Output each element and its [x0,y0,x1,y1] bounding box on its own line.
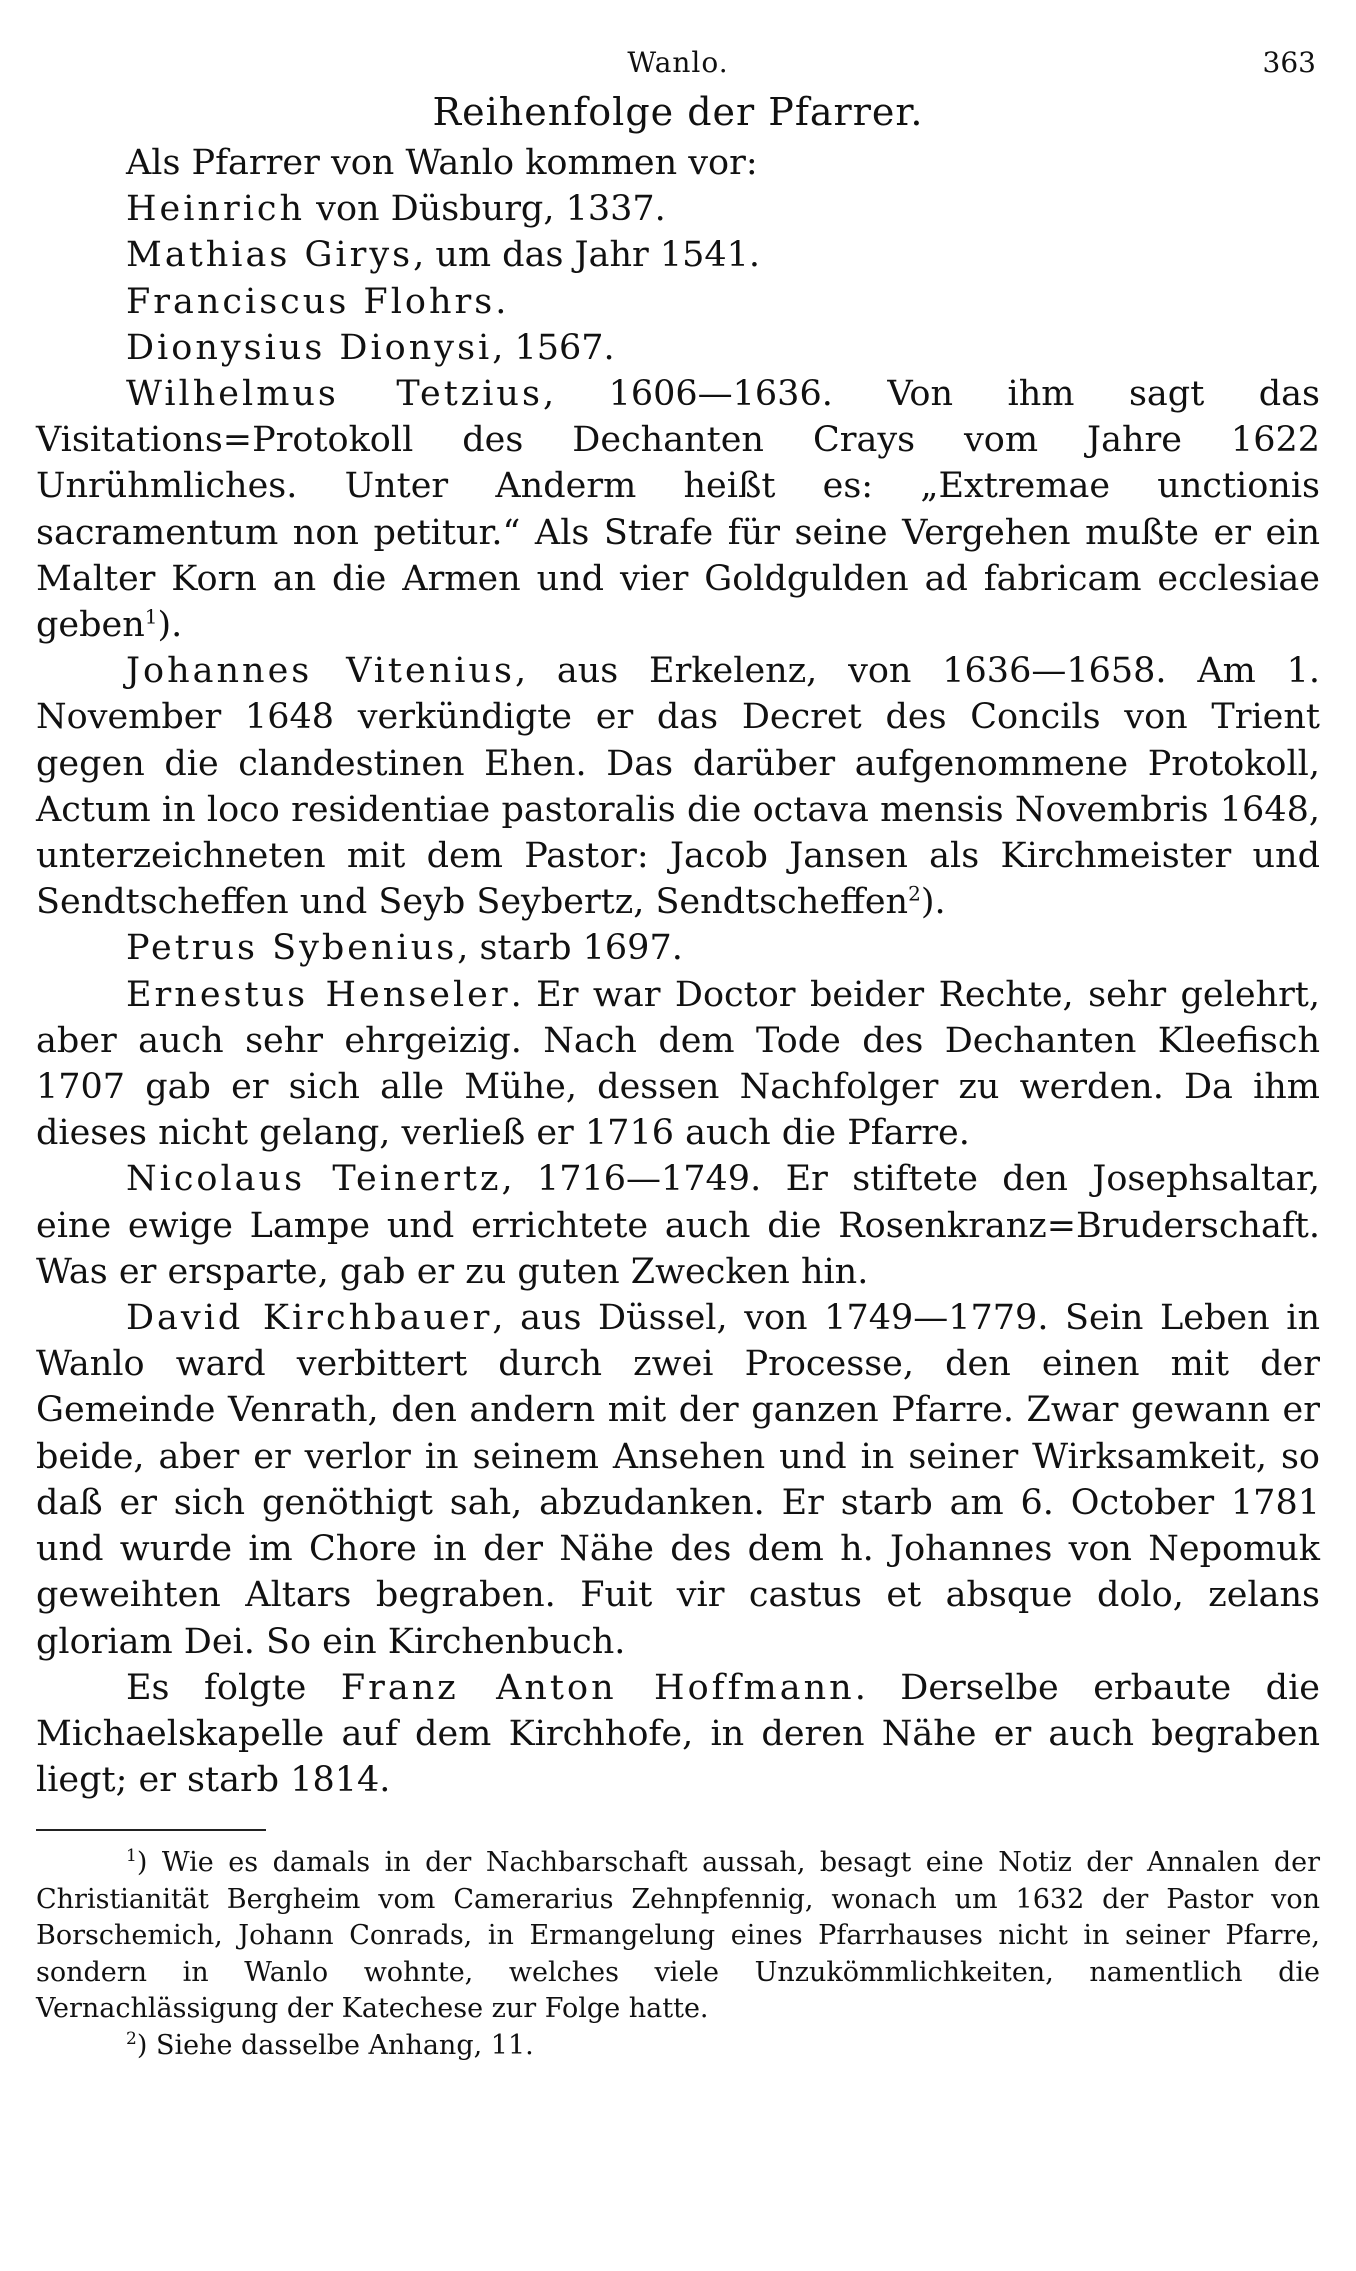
document-page [36,30,1320,2240]
pastor-name: Wilhelmus Tetzius [126,374,543,415]
intro-text: Als Pfarrer von Wanlo kommen vor: [126,143,758,183]
paragraph-sybenius [36,925,1320,971]
paragraph-text: , 1606—1636. Von ihm sagt das Visitations=Protokoll des Dechanten Crays vom Jahre 1622 Unrühmliches. Unter Anderm heißt es: „Extremae unctionis sacramentum non petitur.“ Als Strafe für seine Vergehen mußte er ein Malter Korn an die Armen und vier Goldgulden ad fabricam ecclesiae geben [36,374,1320,646]
paragraph-tetzius [36,371,1320,648]
paragraph-end: ). [157,605,183,646]
paragraph-teinertz [36,1156,1320,1295]
entry-text: , um das Jahr 1541. [413,235,761,276]
paragraph-vitenius [36,648,1320,925]
footnote-2 [36,2028,1320,2065]
entry-dionysi [36,325,1320,371]
entry-flohrs [36,279,1320,325]
entry-text: . [495,281,507,322]
entry-girys [36,232,1320,278]
paragraph-end: ). [920,882,946,923]
paragraph-text: , starb 1697. [457,928,683,969]
entry-text: , 1567. [492,327,615,368]
pastor-name: Franz Anton Hoffmann [340,1667,855,1708]
footnote-text: ) Siehe dasselbe Anhang, 11. [136,2029,534,2061]
body-text [36,140,1320,1803]
paragraph-text: , aus Düssel, von 1749—1779. Sein Leben in Wanlo ward verbittert durch zwei Processe, den einen mit der Gemeinde Venrath, den andern mit der ganzen Pfarre. Zwar gewann er beide, aber er verlor in seinem Ansehen und in seiner Wirksamkeit, so daß er sich genöthigt sah, abzudanken. Er starb am 6. October 1781 und wurde im Chore in der Nähe des dem h. Johannes von Nepomuk geweihten Altars begraben. Fuit vir castus et absque dolo, zelans gloriam Dei. So ein Kirchenbuch. [36,1298,1320,1662]
paragraph-text: . Derselbe erbaute die Michaelskapelle auf dem Kirchhofe, in deren Nähe er auch begraben liegt; er starb 1814. [36,1667,1320,1801]
paragraph-text: . Er war Doctor beider Rechte, sehr gelehrt, aber auch sehr ehrgeizig. Nach dem Tode des Dechanten Kleefisch 1707 gab er sich alle Mühe, dessen Nachfolger zu werden. Da ihm dieses nicht gelang, verließ er 1716 auch die Pfarre. [36,974,1321,1154]
pastor-name: Mathias Girys [126,235,414,276]
footnote-reference: 2 [908,881,921,906]
paragraph-henseler [36,972,1320,1157]
pastor-name: Nicolaus Teinertz [126,1159,502,1200]
footnote-mark: 1 [126,1846,137,1867]
pastor-name: Petrus Sybenius [126,928,458,969]
pastor-name: Ernestus Henseler [126,974,511,1015]
paragraph-text: , aus Erkelenz, von 1636—1658. Am 1. November 1648 verkündigte er das Decret des Concils von Trient gegen die clandestinen Ehen. Das darüber aufgenommene Protokoll, Actum in loco residentiae pastoralis die octava mensis Novembris 1648, unterzeichneten mit dem Pastor: Jacob Jansen als Kirchmeister und Sendtscheffen und Seyb Seybertz, Sendtscheffen [36,651,1321,923]
intro-line [36,140,1320,186]
footnote-divider [36,1829,266,1831]
entry-heinrich [36,186,1320,232]
pastor-name: Johannes Vitenius [126,651,515,692]
section-heading: Reihenfolge der Pfarrer. [432,90,924,134]
paragraph-kirchbauer [36,1295,1320,1665]
pastor-name: Franciscus Flohrs [126,281,496,322]
footnote-mark: 2 [126,2028,137,2049]
paragraph-hoffmann [36,1665,1320,1804]
pastor-name: David Kirchbauer [126,1298,493,1339]
paragraph-text: , 1716—1749. Er stiftete den Josephsaltar, eine ewige Lampe und errichtete auch die Rosenkranz=Bruderschaft. Was er ersparte, gab er zu guten Zwecken hin. [36,1159,1320,1292]
page-number: 363 [1262,46,1316,79]
paragraph-lead: Es folgte [126,1667,341,1708]
footnotes [36,1845,1320,2064]
pastor-name: Dionysius Dionysi [126,327,493,368]
footnote-1 [36,1845,1320,2028]
footnote-reference: 1 [144,604,158,629]
footnote-text: ) Wie es damals in der Nachbarschaft aussah, besagt eine Notiz der Annalen der Christianität Bergheim vom Camerarius Zehnpfennig, wonach um 1632 der Pastor von Borschemich, Johann Conrads, in Ermangelung eines Pfarrhauses nicht in seiner Pfarre, sondern in Wanlo wohnte, welches viele Unzukömmlichkeiten, namentlich die Vernachlässigung der Katechese zur Folge hatte. [36,1847,1320,2025]
running-head [36,30,1320,86]
running-title: Wanlo. [627,46,729,79]
entry-text: von Düsburg, 1337. [305,189,666,230]
pastor-name: Heinrich [126,189,306,230]
